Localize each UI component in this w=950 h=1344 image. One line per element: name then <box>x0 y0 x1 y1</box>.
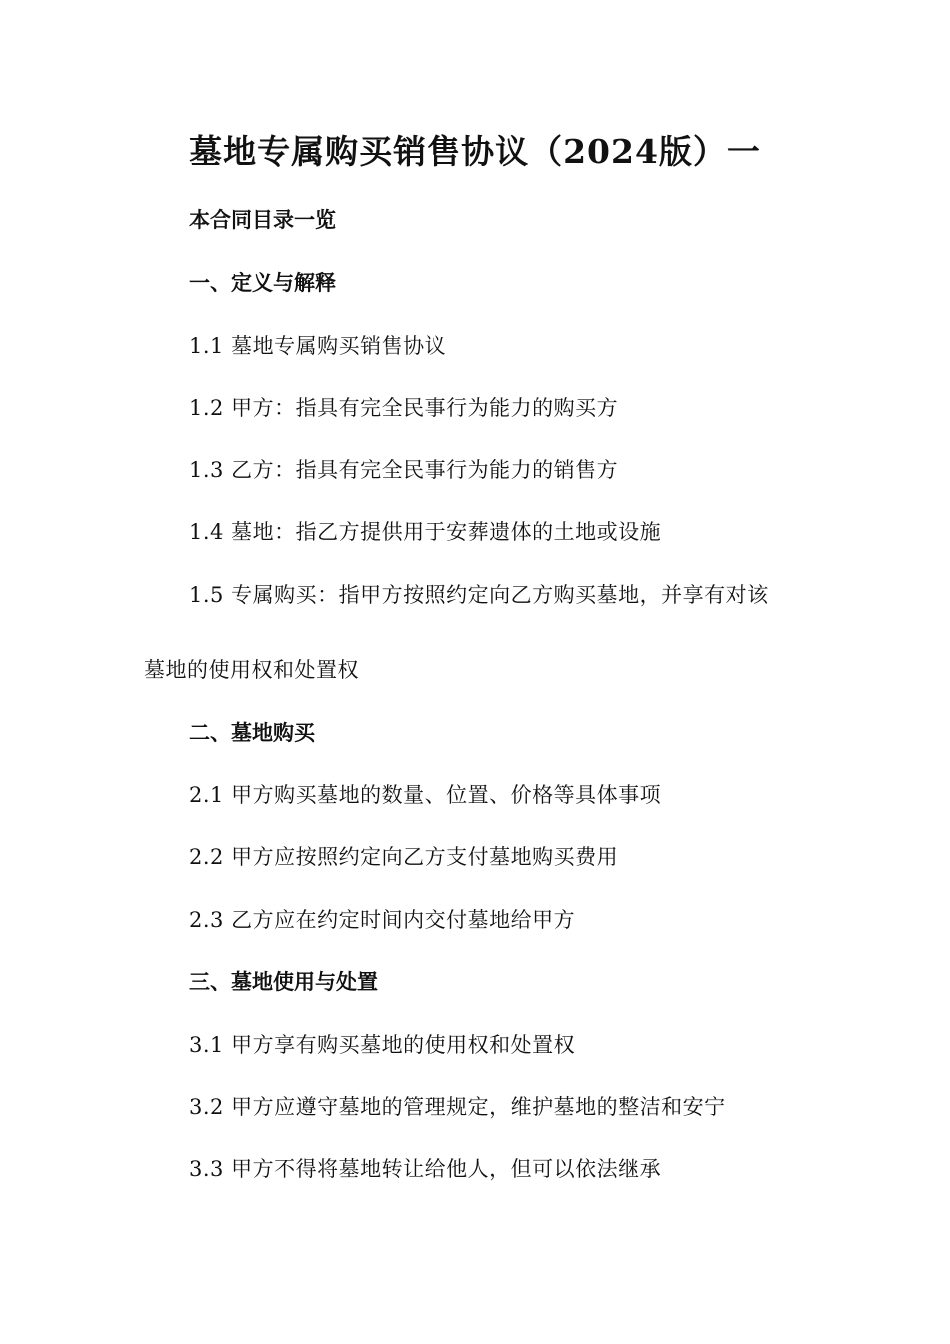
clause-1-5: 1.5 专属购买：指甲方按照约定向乙方购买墓地，并享有对该 <box>189 583 769 607</box>
section-heading-3: 三、墓地使用与处置 <box>189 969 378 994</box>
clause-3-3: 3.3 甲方不得将墓地转让给他人，但可以依法继承 <box>189 1157 662 1181</box>
clause-1-1: 1.1 墓地专属购买销售协议 <box>189 334 447 358</box>
clause-1-5-continuation: 墓地的使用权和处置权 <box>144 658 359 682</box>
clause-3-2: 3.2 甲方应遵守墓地的管理规定，维护墓地的整洁和安宁 <box>189 1095 726 1119</box>
clause-1-4: 1.4 墓地：指乙方提供用于安葬遗体的土地或设施 <box>189 520 662 544</box>
document-title: 墓地专属购买销售协议（2024版）一 <box>189 132 761 171</box>
toc-heading: 本合同目录一览 <box>189 207 336 232</box>
clause-1-2: 1.2 甲方：指具有完全民事行为能力的购买方 <box>189 396 619 420</box>
section-heading-1: 一、定义与解释 <box>189 270 336 295</box>
clause-2-1: 2.1 甲方购买墓地的数量、位置、价格等具体事项 <box>189 783 662 807</box>
section-heading-2: 二、墓地购买 <box>189 720 315 745</box>
clause-1-3: 1.3 乙方：指具有完全民事行为能力的销售方 <box>189 458 619 482</box>
clause-3-1: 3.1 甲方享有购买墓地的使用权和处置权 <box>189 1033 576 1057</box>
clause-2-2: 2.2 甲方应按照约定向乙方支付墓地购买费用 <box>189 845 619 869</box>
clause-2-3: 2.3 乙方应在约定时间内交付墓地给甲方 <box>189 908 576 932</box>
